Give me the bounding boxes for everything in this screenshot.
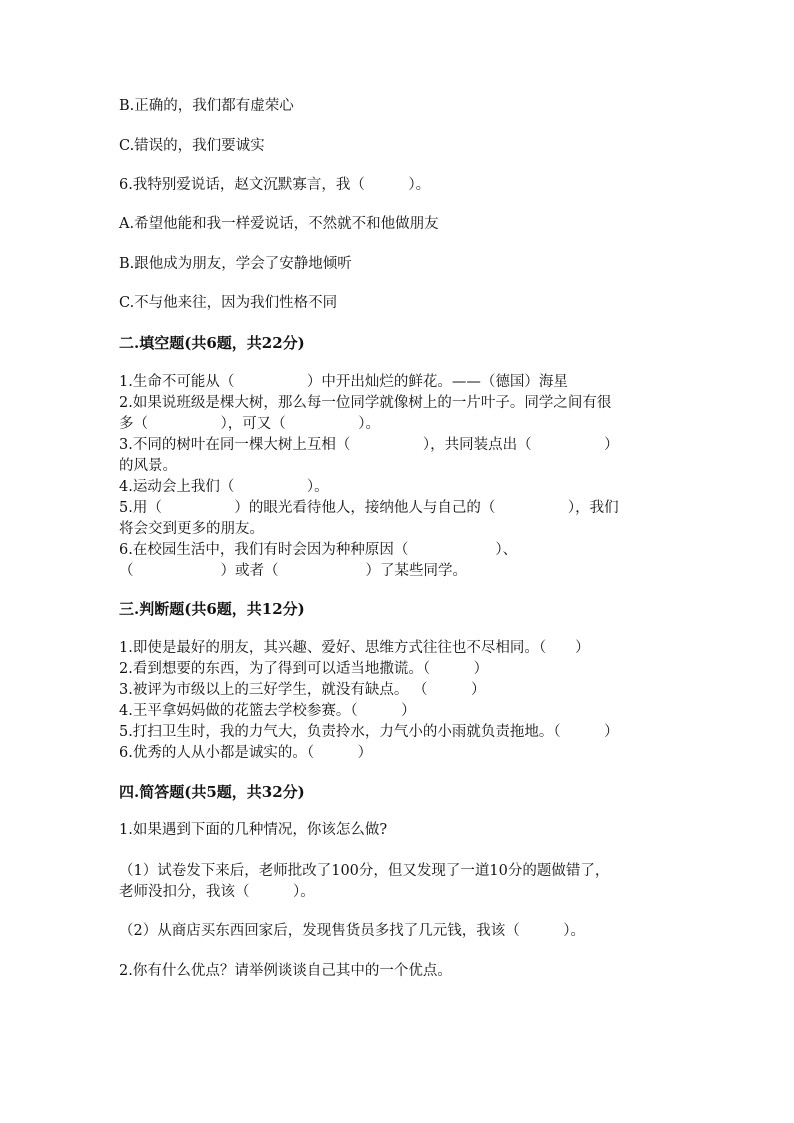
fill-line-6: 4.运动会上我们（ ）。 — [119, 479, 329, 495]
short-answer-q1-sub1-line2: 老师没扣分，我该（ ）。 — [119, 884, 315, 900]
fill-line-1: 1.生命不可能从（ ）中开出灿烂的鲜花。——（德国）海星 — [119, 374, 568, 390]
fill-line-3: 多（ ），可又（ ）。 — [119, 416, 380, 432]
judge-line-6: 6.优秀的人从小都是诚实的。（ ） — [119, 745, 373, 761]
judge-line-5: 5.打扫卫生时，我的力气大，负责拎水，力气小的小雨就负责拖地。（ ） — [119, 724, 619, 740]
option-b-previous-question: B.正确的，我们都有虚荣心 — [119, 98, 294, 114]
fill-line-7: 5.用（ ）的眼光看待他人，接纳他人与自己的（ ），我们 — [119, 500, 619, 516]
judge-line-2: 2.看到想要的东西，为了得到可以适当地撒谎。（ ） — [119, 661, 489, 677]
question-6-option-a: A.希望他能和我一样爱说话，不然就不和他做朋友 — [119, 216, 439, 232]
fill-line-9: 6.在校园生活中，我们有时会因为种种原因（ ）、 — [119, 542, 518, 558]
short-answer-q2: 2.你有什么优点？请举例谈谈自己其中的一个优点。 — [119, 963, 452, 979]
short-answer-q1: 1.如果遇到下面的几种情况，你该怎么做? — [119, 822, 388, 838]
fill-line-8: 将会交到更多的朋友。 — [119, 521, 264, 537]
judge-line-4: 4.王平拿妈妈做的花篮去学校参赛。（ ） — [119, 703, 416, 719]
question-6-stem: 6.我特别爱说话，赵文沉默寡言，我（ ）。 — [119, 177, 431, 193]
question-6-option-c: C.不与他来往，因为我们性格不同 — [119, 295, 338, 311]
short-answer-q1-sub2: （2）从商店买东西回家后，发现售货员多找了几元钱，我该（ ）。 — [119, 923, 585, 939]
question-6-option-b: B.跟他成为朋友，学会了安静地倾听 — [119, 256, 352, 272]
option-c-previous-question: C.错误的，我们要诚实 — [119, 138, 265, 154]
section-4-title: 四.简答题(共5题，共32分) — [119, 783, 305, 801]
short-answer-q1-sub1-line1: （1）试卷发下来后，老师批改了100分，但又发现了一道10分的题做错了， — [119, 863, 610, 879]
section-3-title: 三.判断题(共6题，共12分) — [119, 600, 305, 618]
judge-line-1: 1.即使是最好的朋友，其兴趣、爱好、思维方式往往也不尽相同。（ ） — [119, 640, 590, 656]
judge-line-3: 3.被评为市级以上的三好学生，就没有缺点。 （ ） — [119, 682, 486, 698]
fill-line-10: （ ）或者（ ）了某些同学。 — [119, 563, 467, 579]
fill-line-4: 3.不同的树叶在同一棵大树上互相（ ），共同装点出（ ） — [119, 437, 619, 453]
fill-line-2: 2.如果说班级是棵大树，那么每一位同学就像树上的一片叶子。同学之间有很 — [119, 395, 612, 411]
section-2-title: 二.填空题(共6题，共22分) — [119, 334, 305, 352]
fill-line-5: 的风景。 — [119, 458, 177, 474]
